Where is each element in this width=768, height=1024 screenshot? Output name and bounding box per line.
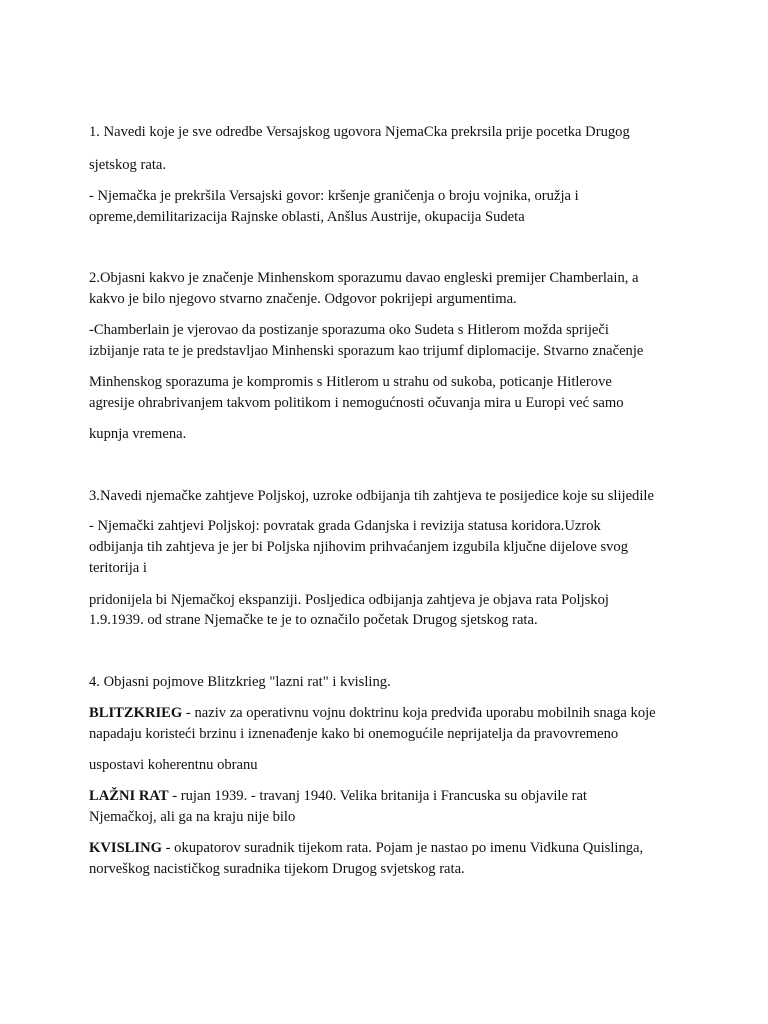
blitzkrieg-definition-line-3: uspostavi koherentnu obranu bbox=[89, 757, 258, 773]
kvisling-definition-line-2: norveškog nacističkog suradnika tijekom Drugog svjetskog rata. bbox=[89, 861, 465, 877]
q1-question-line-1: 1. Navedi koje je sve odredbe Versajskog ugovora NjemaCka prekrsila prije pocetka Drugog bbox=[89, 124, 630, 140]
kvisling-term: KVISLING bbox=[89, 840, 162, 856]
q3-answer-line-1: - Njemački zahtjevi Poljskoj: povratak grada Gdanjska i revizija statusa koridora.Uzrok bbox=[89, 518, 601, 534]
q2-answer-line-4: agresije ohrabrivanjem takvom politikom i nemogućnosti očuvanja mira u Europi već samo bbox=[89, 395, 624, 411]
q1-answer-line-1: - Njemačka je prekršila Versajski govor: kršenje graničenja o broju vojnika, oružja i bbox=[89, 188, 579, 204]
q3-answer-line-5: 1.9.1939. od strane Njemačke te je to označilo početak Drugog sjetskog rata. bbox=[89, 612, 538, 628]
kvisling-definition-line-1 bbox=[89, 838, 689, 858]
q2-question-line-1: 2.Objasni kakvo je značenje Minhenskom sporazumu davao engleski premijer Chamberlain, a bbox=[89, 270, 639, 286]
q2-answer-line-5: kupnja vremena. bbox=[89, 426, 187, 442]
blitzkrieg-definition-line-1 bbox=[89, 703, 689, 723]
lazni-rat-definition-text: - rujan 1939. - travanj 1940. Velika britanija i Francuska su objavile rat bbox=[168, 788, 587, 804]
blitzkrieg-definition-line-2: napadaju koristeći brzinu i iznenađenje kako bi onemogućile neprijatelja da pravovremeno bbox=[89, 726, 619, 742]
q1-answer-line-2: opreme,demilitarizacija Rajnske oblasti, Anšlus Austrije, okupacija Sudeta bbox=[89, 209, 525, 225]
q1-question-line-2: sjetskog rata. bbox=[89, 157, 167, 173]
q3-answer-line-2: odbijanja tih zahtjeva je jer bi Poljska njihovim prihvaćanjem izgubila ključne dijelove svog bbox=[89, 539, 629, 555]
q2-answer-line-2: izbijanje rata te je predstavljao Minhenski sporazum kao trijumf diplomacije. Stvarno značenje bbox=[89, 343, 644, 359]
blitzkrieg-definition-text: - naziv za operativnu vojnu doktrinu koja predviđa uporabu mobilnih snaga koje bbox=[182, 705, 656, 721]
kvisling-definition-text: - okupatorov suradnik tijekom rata. Pojam je nastao po imenu Vidkuna Quislinga, bbox=[162, 840, 644, 856]
blitzkrieg-term: BLITZKRIEG bbox=[89, 705, 183, 721]
q4-question-line-1: 4. Objasni pojmove Blitzkrieg "lazni rat" i kvisling. bbox=[89, 674, 391, 690]
q3-answer-line-3: teritorija i bbox=[89, 560, 147, 576]
q2-answer-line-1: -Chamberlain je vjerovao da postizanje sporazuma oko Sudeta s Hitlerom možda spriječi bbox=[89, 322, 609, 338]
lazni-rat-term: LAŽNI RAT bbox=[89, 788, 169, 804]
q3-answer-line-4: pridonijela bi Njemačkoj ekspanziji. Posljedica odbijanja zahtjeva je objava rata Poljskoj bbox=[89, 592, 609, 608]
q2-question-line-2: kakvo je bilo njegovo stvarno značenje. Odgovor pokrijepi argumentima. bbox=[89, 291, 517, 307]
lazni-rat-definition-line-1 bbox=[89, 786, 689, 806]
q3-question-line-1: 3.Navedi njemačke zahtjeve Poljskoj, uzroke odbijanja tih zahtjeva te posijedice koje su slijedile bbox=[89, 488, 654, 504]
lazni-rat-definition-line-2: Njemačkoj, ali ga na kraju nije bilo bbox=[89, 809, 296, 825]
q2-answer-line-3: Minhenskog sporazuma je kompromis s Hitlerom u strahu od sukoba, poticanje Hitlerove bbox=[89, 374, 612, 390]
